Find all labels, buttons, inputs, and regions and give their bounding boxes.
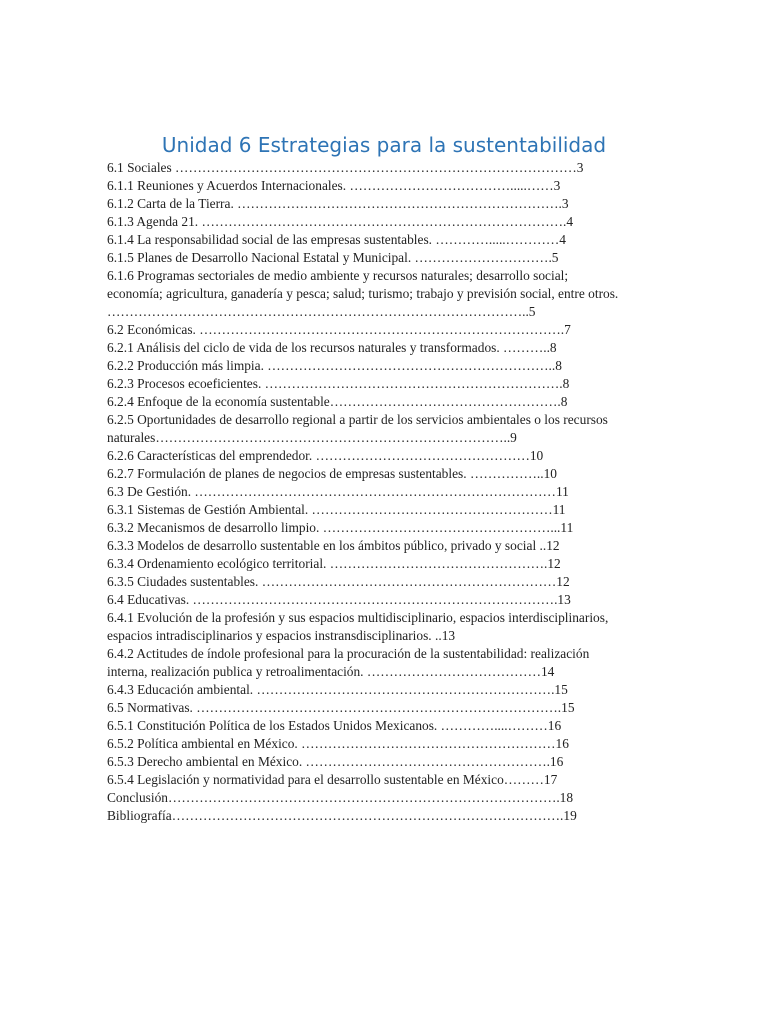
toc-entry: 6.4 Educativas. ……………………………………………………………………….13 [107,592,571,607]
toc-entry: 6.2.6 Características del emprendedor. …………………………………………10 [107,448,544,463]
toc-entry: 6.1.1 Reuniones y Acuerdos Internacionales. ……………………………….....……3 [107,178,561,193]
toc-entry: 6.3.1 Sistemas de Gestión Ambiental. ………………………………………………11 [107,502,566,517]
toc-entry: 6.3.4 Ordenamiento ecológico territorial. ………………………………………….12 [107,556,561,571]
toc-entry: 6.2.1 Análisis del ciclo de vida de los recursos naturales y transformados. ………..8 [107,340,557,355]
toc-entry: 6.1.4 La responsabilidad social de las empresas sustentables. ………….....…………4 [107,232,566,247]
toc-entry: 6.3.2 Mecanismos de desarrollo limpio. ……………………………………………...11 [107,520,574,535]
toc-entry: 6.5 Normativas. ……………………………………………………………………….15 [107,700,575,715]
toc-entry: 6.1.6 Programas sectoriales de medio ambiente y recursos naturales; desarrollo social; economía; agricultura, ganadería y pesca; salud; turismo; trabajo y previsión social, entre otros. …………………………………………………………………………………..5 [107,268,622,319]
toc-entry: 6.2.7 Formulación de planes de negocios de empresas sustentables. ……………..10 [107,466,557,481]
toc-entry: 6.3.5 Ciudades sustentables. …………………………………………………………12 [107,574,570,589]
toc-entry: 6.2 Económicas. ……………………………………………………………………….7 [107,322,571,337]
toc-entry: Bibliografía…………………………………………………………………………….19 [107,808,577,823]
toc-entry: 6.3 De Gestión. ………………………………………………………………………11 [107,484,569,499]
toc-entry: 6.5.1 Constitución Política de los Estados Unidos Mexicanos. …………....………16 [107,718,562,733]
toc-entry: 6.1.5 Planes de Desarrollo Nacional Estatal y Municipal. ………………………….5 [107,250,559,265]
toc-entry: 6.2.2 Producción más limpia. ………………………………………………………..8 [107,358,562,373]
toc-entry: 6.5.4 Legislación y normatividad para el desarrollo sustentable en México………17 [107,772,558,787]
toc-entry: 6.3.3 Modelos de desarrollo sustentable en los ámbitos público, privado y social ..12 [107,538,560,553]
toc-entry: 6.2.5 Oportunidades de desarrollo regional a partir de los servicios ambientales o los recursos naturales……………………………………………………………………..9 [107,412,612,445]
toc-entry: 6.2.4 Enfoque de la economía sustentable…………………………………………….8 [107,394,568,409]
toc-entry: 6.1.3 Agenda 21. ……………………………………………………………………….4 [107,214,574,229]
toc-entry: 6.1 Sociales ………………………………………………………………………………3 [107,160,584,175]
toc-entry: 6.4.1 Evolución de la profesión y sus espacios multidisciplinario, espacios interdisciplinarios, espacios intradisciplinarios y espacios instransdisciplinarios. ..13 [107,610,612,643]
toc-entry: 6.1.2 Carta de la Tierra. ……………………………………………………………….3 [107,196,569,211]
page-title: Unidad 6 Estrategias para la sustentabilidad [161,133,607,157]
toc-entry: 6.4.2 Actitudes de índole profesional para la procuración de la sustentabilidad: realización interna, realización publica y retroalimentación. …………………………………14 [107,646,593,679]
toc-entry: 6.5.2 Política ambiental en México. …………………………………………………16 [107,736,569,751]
toc-entry: 6.2.3 Procesos ecoeficientes. ………………………………………………………….8 [107,376,570,391]
toc-entry: 6.4.3 Educación ambiental. ………………………………………………………….15 [107,682,568,697]
toc-entry: Conclusión…………………………………………………………………………….18 [107,790,574,805]
table-of-contents [107,159,627,825]
toc-entry: 6.5.3 Derecho ambiental en México. ……………………………………………….16 [107,754,564,769]
